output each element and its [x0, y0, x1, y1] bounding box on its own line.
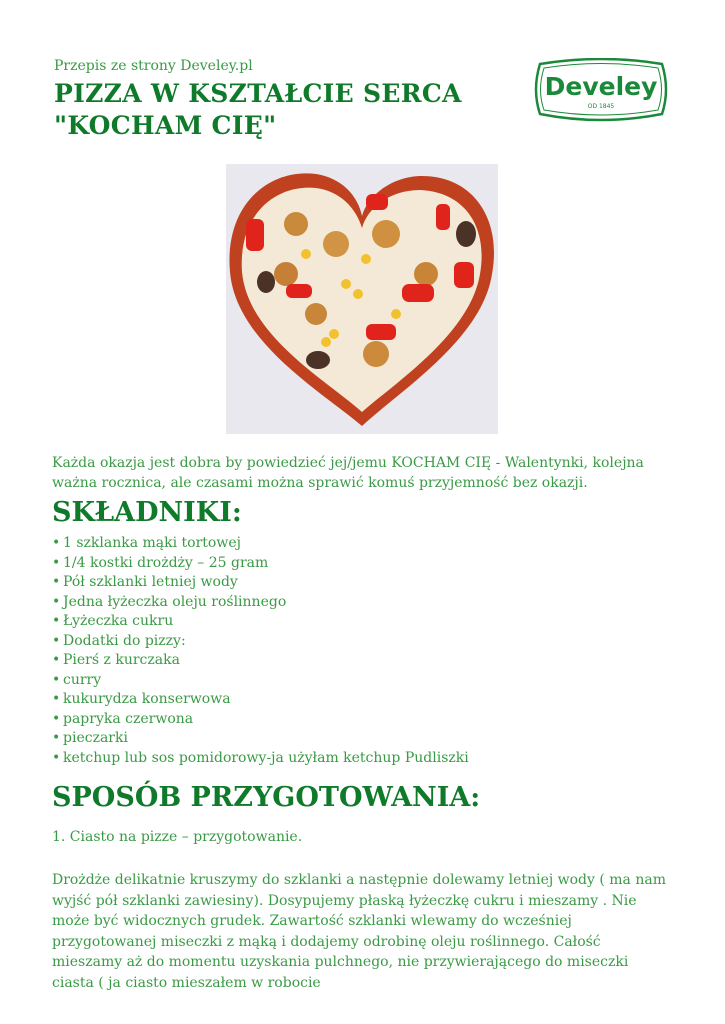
preparation-step-1: 1. Ciasto na pizze – przygotowanie. — [52, 829, 303, 845]
list-item: • papryka czerwona — [52, 710, 469, 730]
topping-chicken — [284, 212, 308, 236]
topping-red-pepper — [454, 262, 474, 288]
topping-chicken — [305, 303, 327, 325]
recipe-title — [54, 78, 462, 142]
topping-mushroom — [456, 221, 476, 247]
recipe-title-line-1: PIZZA W KSZTAŁCIE SERCA — [54, 79, 462, 108]
logo-brand-text: Develey — [544, 72, 658, 101]
list-item: • curry — [52, 671, 469, 691]
topping-corn — [301, 249, 311, 259]
topping-corn — [391, 309, 401, 319]
list-item: • 1 szklanka mąki tortowej — [52, 534, 469, 554]
topping-red-pepper — [402, 284, 434, 302]
list-item: • 1/4 kostki drożdży – 25 gram — [52, 554, 469, 574]
topping-red-pepper — [366, 324, 396, 340]
topping-chicken — [274, 262, 298, 286]
topping-mushroom — [306, 351, 330, 369]
develey-logo — [532, 58, 670, 122]
list-item: • Łyżeczka cukru — [52, 612, 469, 632]
ingredients-heading: SKŁADNIKI: — [52, 497, 242, 528]
intro-paragraph: Każda okazja jest dobra by powiedzieć jej/jemu KOCHAM CIĘ - Walentynki, kolejna ważna rocznica, ale czasami można sprawić komuś przyjemność bez okazji. — [52, 455, 644, 491]
topping-red-pepper — [436, 204, 450, 230]
topping-corn — [329, 329, 339, 339]
topping-red-pepper — [246, 219, 264, 251]
topping-corn — [361, 254, 371, 264]
list-item: • Jedna łyżeczka oleju roślinnego — [52, 593, 469, 613]
heart-pizza-photo — [226, 164, 498, 434]
list-item: • pieczarki — [52, 729, 469, 749]
list-item: • kukurydza konserwowa — [52, 690, 469, 710]
list-item: • Dodatki do pizzy: — [52, 632, 469, 652]
topping-chicken — [414, 262, 438, 286]
ingredients-list — [52, 534, 469, 768]
logo-since-text: OD 1845 — [587, 103, 615, 110]
list-item: • ketchup lub sos pomidorowy-ja użyłam ketchup Pudliszki — [52, 749, 469, 769]
topping-red-pepper — [286, 284, 312, 298]
topping-mushroom — [257, 271, 275, 293]
preparation-heading: SPOSÓB PRZYGOTOWANIA: — [52, 782, 481, 813]
topping-chicken — [363, 341, 389, 367]
topping-chicken — [323, 231, 349, 257]
list-item: • Pierś z kurczaka — [52, 651, 469, 671]
topping-corn — [321, 337, 331, 347]
topping-chicken — [372, 220, 400, 248]
list-item: • Pół szklanki letniej wody — [52, 573, 469, 593]
topping-red-pepper — [366, 194, 388, 210]
topping-corn — [341, 279, 351, 289]
preparation-paragraph: Drożdże delikatnie kruszymy do szklanki a następnie dolewamy letniej wody ( ma nam wyjść pół szklanki zawiesiny). Dosypujemy płaską łyżeczkę cukru i mieszamy . Nie może być widocznych grudek. Zawartość szklanki wlewamy do wcześniej przygotowanej miseczki z mąką i dodajemy odrobinę oleju roślinnego. Całość mieszamy aż do momentu uzyskania pulchnego, nie przywierającego do miseczki ciasta ( ja ciasto mieszałem w robocie — [52, 872, 666, 991]
topping-corn — [353, 289, 363, 299]
source-line: Przepis ze strony Develey.pl — [54, 58, 253, 74]
recipe-title-line-2: "KOCHAM CIĘ" — [54, 111, 277, 140]
